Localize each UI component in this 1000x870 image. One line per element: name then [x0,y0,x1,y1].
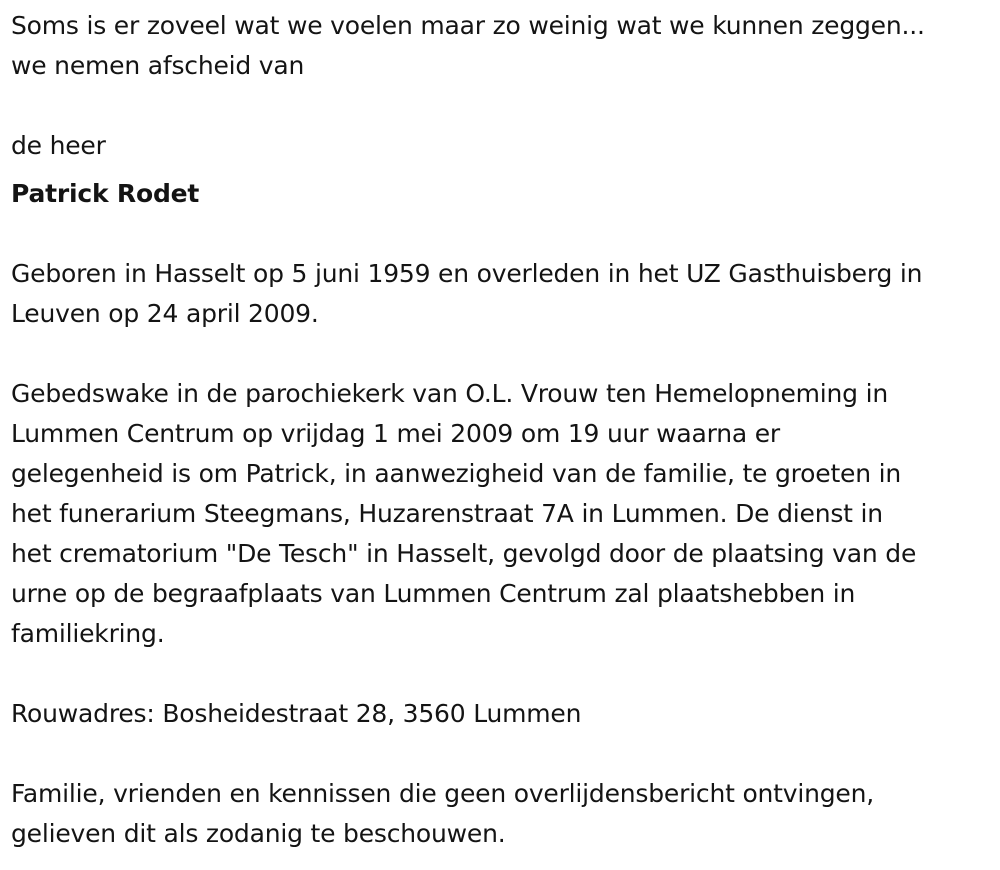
ceremony-line-2: Lummen Centrum op vrijdag 1 mei 2009 om 19 uur waarna er [11,419,781,448]
person-name: Patrick Rodet [11,179,200,208]
person-title: de heer [11,131,106,160]
intro-line-1: Soms is er zoveel wat we voelen maar zo weinig wat we kunnen zeggen... [11,11,925,40]
intro-line-2: we nemen afscheid van [11,51,305,80]
ceremony-line-5: het crematorium "De Tesch" in Hasselt, gevolgd door de plaatsing van de [11,539,917,568]
ceremony-line-3: gelegenheid is om Patrick, in aanwezigheid van de familie, te groeten in [11,459,902,488]
ceremony-line-6: urne op de begraafplaats van Lummen Centrum zal plaatshebben in [11,579,856,608]
address-line: Rouwadres: Bosheidestraat 28, 3560 Lummen [11,699,582,728]
birth-death-line-1: Geboren in Hasselt op 5 juni 1959 en overleden in het UZ Gasthuisberg in [11,259,923,288]
birth-death-line-2: Leuven op 24 april 2009. [11,299,319,328]
closing-line-1: Familie, vrienden en kennissen die geen overlijdensbericht ontvingen, [11,779,875,808]
ceremony-line-1: Gebedswake in de parochiekerk van O.L. Vrouw ten Hemelopneming in [11,379,888,408]
ceremony-line-7: familiekring. [11,619,165,648]
closing-line-2: gelieven dit als zodanig te beschouwen. [11,819,506,848]
ceremony-line-4: het funerarium Steegmans, Huzarenstraat 7A in Lummen. De dienst in [11,499,883,528]
